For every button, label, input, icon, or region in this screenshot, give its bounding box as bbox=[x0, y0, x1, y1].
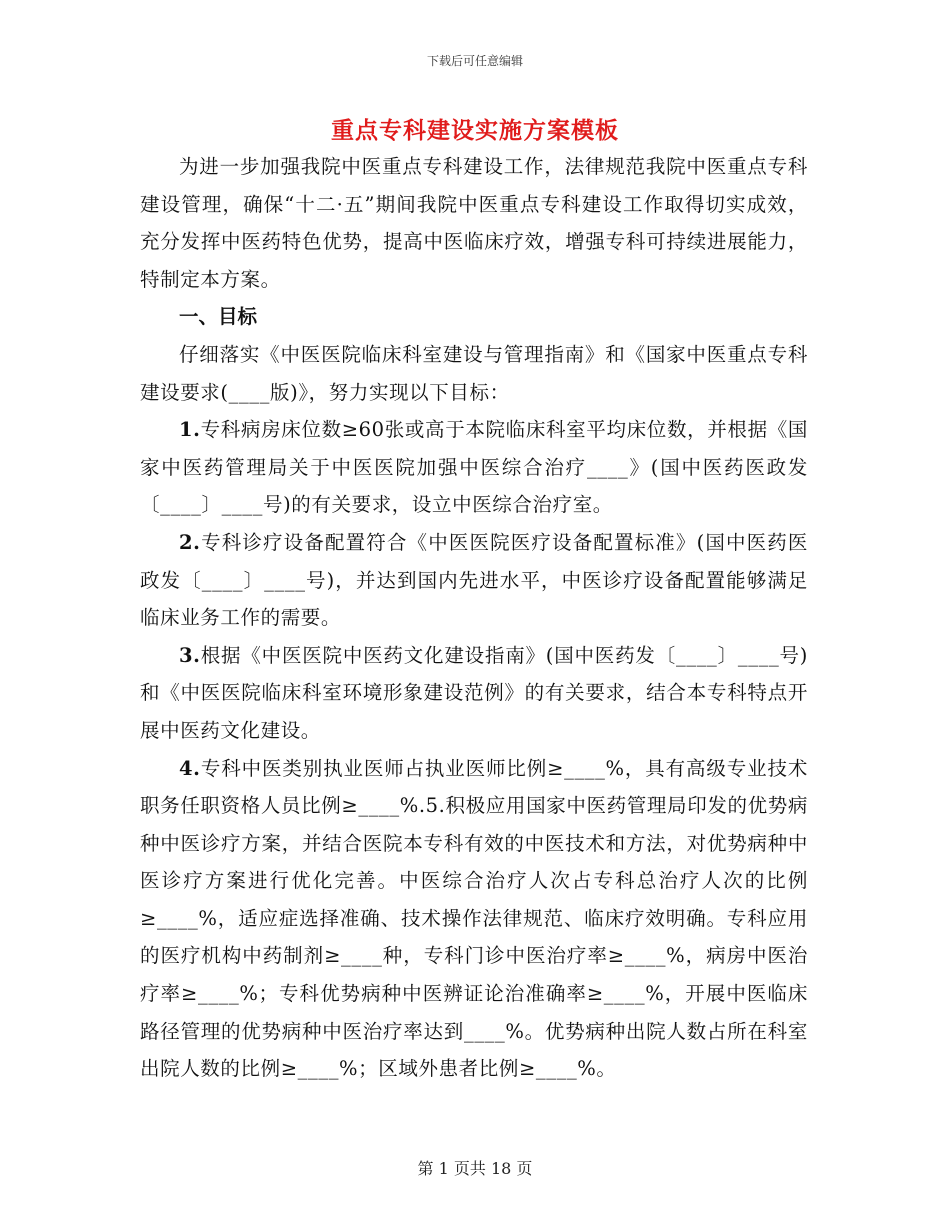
section-intro-paragraph: 仔细落实《中医医院临床科室建设与管理指南》和《国家中医重点专科建设要求(____版)》，努力实现以下目标： bbox=[140, 342, 808, 404]
goal-item-text: 专科中医类别执业医师占执业医师比例≥____%，具有高级专业技术职务任职资格人员比例≥____%.5.积极应用国家中医药管理局印发的优势病种中医诊疗方案，并结合医院本专科有效的中医技术和方法，对优势病种中医诊疗方案进行优化完善。中医综合治疗人次占专科总治疗人次的比例≥____%，适应症选择准确、技术操作法律规范、临床疗效明确。专科应用的医疗机构中药制剂≥____种，专科门诊中医治疗率≥____%，病房中医治疗率≥____%；专科优势病种中医辨证论治准确率≥____%，开展中医临床路径管理的优势病种中医治疗率达到____%。优势病种出院人数占所在科室出院人数的比例≥____%；区域外患者比例≥____%。 bbox=[140, 756, 808, 1081]
goal-item-text: 根据《中医医院中医药文化建设指南》(国中医药发〔____〕____号)和《中医医院临床科室环境形象建设范例》的有关要求，结合本专科特点开展中医药文化建设。 bbox=[140, 643, 808, 742]
goal-item-number: 2. bbox=[179, 530, 201, 554]
goal-item-1 bbox=[140, 411, 808, 524]
goal-item-2 bbox=[140, 524, 808, 637]
goal-item-text: 专科诊疗设备配置符合《中医医院医疗设备配置标准》(国中医药医政发〔____〕____号)，并达到国内先进水平，中医诊疗设备配置能够满足临床业务工作的需要。 bbox=[140, 530, 808, 630]
goal-item-4 bbox=[140, 750, 808, 1088]
page-header-note: 下载后可任意编辑 bbox=[426, 54, 523, 68]
document-body bbox=[140, 148, 808, 1088]
section-heading: 一、目标 bbox=[179, 305, 258, 329]
goal-item-text: 专科病房床位数≥60张或高于本院临床科室平均床位数，并根据《国家中医药管理局关于中医医院加强中医综合治疗____》(国中医药医政发〔____〕____号)的有关要求，设立中医综合治疗室。 bbox=[140, 418, 808, 517]
intro-paragraph: 为进一步加强我院中医重点专科建设工作，法律规范我院中医重点专科建设管理，确保“十二·五”期间我院中医重点专科建设工作取得切实成效，充分发挥中医药特色优势，提高中医临床疗效，增强专科可持续进展能力，特制定本方案。 bbox=[140, 155, 808, 291]
goal-item-number: 4. bbox=[179, 756, 201, 780]
goal-item-number: 1. bbox=[179, 418, 201, 442]
document-title: 重点专科建设实施方案模板 bbox=[331, 117, 619, 144]
goal-item-3 bbox=[140, 637, 808, 750]
goal-item-number: 3. bbox=[179, 643, 201, 667]
page-footer-number: 第 1 页共 18 页 bbox=[417, 1159, 533, 1178]
